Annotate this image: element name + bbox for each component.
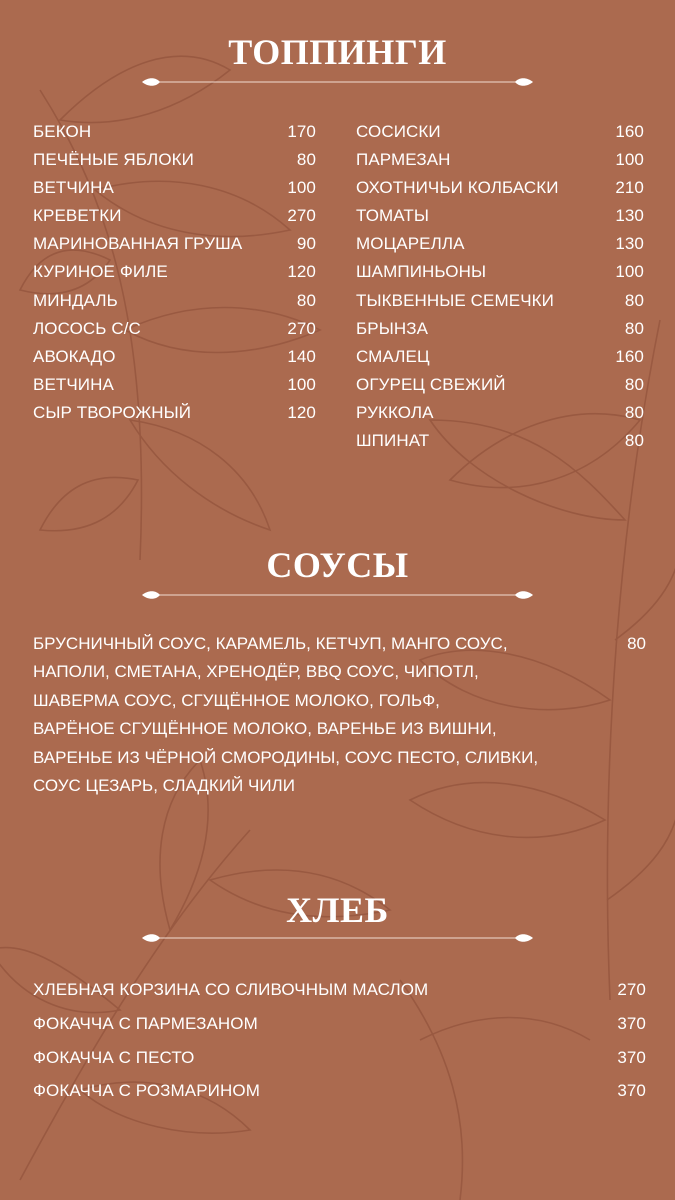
menu-item-name: КУРИНОЕ ФИЛЕ [33, 262, 168, 282]
menu-item-row [33, 202, 316, 230]
menu-item-name: ОХОТНИЧЬИ КОЛБАСКИ [356, 178, 559, 198]
menu-item-name: ФОКАЧЧА С ПАРМЕЗАНОМ [33, 1013, 258, 1033]
menu-item-price: 130 [615, 206, 644, 226]
menu-item-row [33, 287, 316, 315]
sauces-line: ВАРЁНОЕ СГУЩЁННОЕ МОЛОКО, ВАРЕНЬЕ ИЗ ВИШНИ, [33, 719, 497, 739]
menu-item-name: АВОКАДО [33, 346, 116, 366]
menu-item-name: СЫР ТВОРОЖНЫЙ [33, 402, 192, 422]
menu-item-row [356, 427, 644, 455]
menu-item-row [33, 146, 316, 174]
menu-item-row [356, 258, 644, 286]
menu-item-name: МАРИНОВАННАЯ ГРУША [33, 234, 243, 254]
menu-item-price: 130 [615, 234, 644, 254]
sauces-line: БРУСНИЧНЫЙ СОУС, КАРАМЕЛЬ, КЕТЧУП, МАНГО СОУС, [33, 634, 508, 653]
menu-item-price: 160 [615, 122, 644, 141]
menu-item-name: РУККОЛА [356, 402, 434, 422]
menu-item-name: ШПИНАТ [356, 431, 430, 451]
menu-item-name: КРЕВЕТКИ [33, 206, 122, 226]
menu-item-price: 170 [287, 122, 316, 141]
menu-item-price: 270 [617, 980, 646, 999]
sauces-line: ШАВЕРМА СОУС, СГУЩЁННОЕ МОЛОКО, ГОЛЬФ, [33, 690, 440, 710]
menu-item-name: МОЦАРЕЛЛА [356, 234, 465, 254]
sauces-line: СОУС ЦЕЗАРЬ, СЛАДКИЙ ЧИЛИ [33, 776, 295, 796]
menu-item-price: 100 [287, 178, 316, 198]
leaf-divider-icon [140, 589, 535, 601]
menu-item-row [33, 343, 316, 371]
menu-item-row [33, 399, 316, 427]
menu-item-price: 100 [615, 262, 644, 282]
menu-item-name: ВЕТЧИНА [33, 374, 114, 394]
menu-item-row [356, 202, 644, 230]
menu-item-price: 80 [624, 402, 644, 422]
menu-item-price: 80 [624, 431, 644, 451]
leaf-divider-icon [140, 932, 535, 944]
menu-item-row [33, 315, 316, 343]
menu-item-price: 80 [296, 290, 316, 310]
menu-item-row [33, 1007, 646, 1041]
menu-item-name: ТЫКВЕННЫЕ СЕМЕЧКИ [356, 290, 554, 310]
sauces-list [33, 630, 553, 800]
menu-item-row [356, 118, 644, 146]
menu-item-name: МИНДАЛЬ [33, 290, 118, 310]
menu-item-row [356, 287, 644, 315]
menu-item-row [356, 315, 644, 343]
menu-item-name: ФОКАЧЧА С РОЗМАРИНОМ [33, 1081, 260, 1101]
menu-item-name: ШАМПИНЬОНЫ [356, 262, 487, 282]
menu-item-price: 90 [296, 234, 316, 254]
menu-item-name: ТОМАТЫ [356, 206, 430, 226]
menu-item-row [33, 230, 316, 258]
menu-item-row [356, 343, 644, 371]
menu-item-name: ХЛЕБНАЯ КОРЗИНА СО СЛИВОЧНЫМ МАСЛОМ [33, 980, 429, 999]
menu-item-row [356, 230, 644, 258]
menu-item-price: 140 [287, 346, 316, 366]
section-title-bread: ХЛЕБ [286, 890, 389, 930]
menu-item-name: ФОКАЧЧА С ПЕСТО [33, 1047, 195, 1067]
menu-item-price: 120 [287, 262, 316, 282]
menu-item-name: ПАРМЕЗАН [356, 150, 451, 170]
menu-item-row [33, 371, 316, 399]
sauces-line: НАПОЛИ, СМЕТАНА, ХРЕНОДЁР, BBQ СОУС, ЧИПОТЛ, [33, 662, 479, 682]
bread-list [33, 973, 646, 1108]
menu-item-row [33, 973, 646, 1007]
menu-item-name: БРЫНЗА [356, 318, 429, 338]
menu-item-price: 80 [624, 318, 644, 338]
menu-item-name: СМАЛЕЦ [356, 346, 430, 366]
toppings-right-column [356, 118, 644, 455]
menu-item-price: 370 [617, 1013, 646, 1033]
menu-item-row [33, 258, 316, 286]
menu-item-name: ВЕТЧИНА [33, 178, 114, 198]
sauces-price: 80 [627, 634, 646, 653]
menu-item-row [356, 174, 644, 202]
menu-item-row [33, 174, 316, 202]
section-title-sauces: СОУСЫ [266, 545, 409, 585]
leaf-divider-icon [140, 76, 535, 88]
menu-item-price: 80 [624, 290, 644, 310]
menu-item-name: ПЕЧЁНЫЕ ЯБЛОКИ [33, 150, 194, 170]
menu-item-row [33, 118, 316, 146]
toppings-left-column [33, 118, 316, 427]
menu-item-price: 100 [287, 374, 316, 394]
menu-item-name: ЛОСОСЬ С/С [33, 318, 141, 338]
menu-item-price: 80 [624, 374, 644, 394]
sauces-line: ВАРЕНЬЕ ИЗ ЧЁРНОЙ СМОРОДИНЫ, СОУС ПЕСТО, СЛИВКИ, [33, 747, 539, 767]
menu-item-price: 120 [287, 402, 316, 422]
menu-item-price: 370 [617, 1047, 646, 1067]
menu-item-row [33, 1041, 646, 1075]
menu-item-price: 370 [617, 1081, 646, 1101]
menu-item-price: 160 [615, 346, 644, 366]
section-title-toppings: ТОППИНГИ [228, 32, 447, 72]
menu-item-price: 210 [615, 178, 644, 198]
menu-item-name: ОГУРЕЦ СВЕЖИЙ [356, 374, 506, 394]
menu-item-row [356, 146, 644, 174]
menu-item-name: СОСИСКИ [356, 122, 441, 141]
menu-item-row [356, 371, 644, 399]
menu-item-row [33, 1074, 646, 1108]
menu-item-price: 270 [287, 318, 316, 338]
menu-item-name: БЕКОН [33, 122, 92, 141]
menu-item-price: 100 [615, 150, 644, 170]
menu-item-row [356, 399, 644, 427]
menu-item-price: 80 [296, 150, 316, 170]
menu-item-price: 270 [287, 206, 316, 226]
